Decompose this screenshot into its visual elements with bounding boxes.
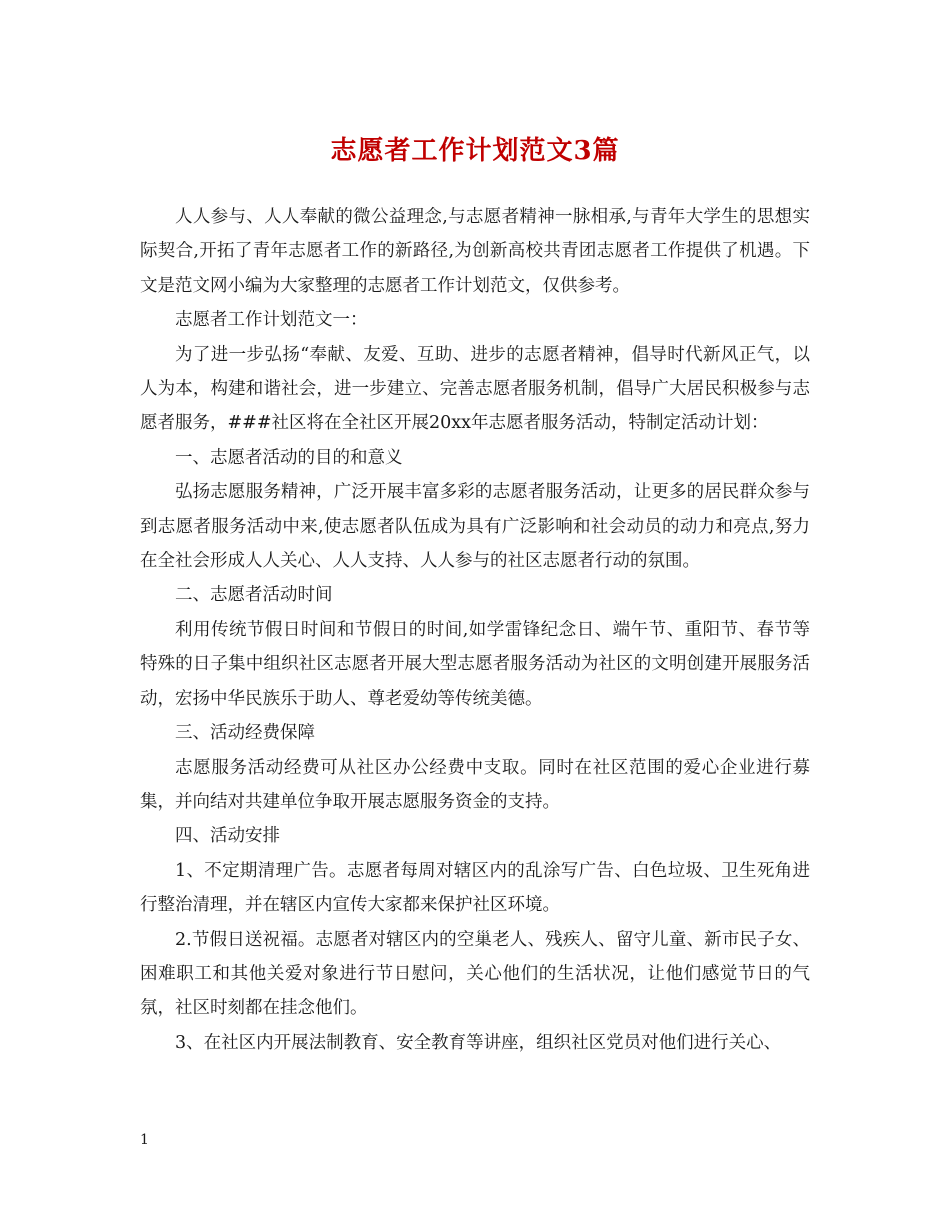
section-heading: 二、志愿者活动时间: [175, 585, 333, 606]
body-paragraph: 为了进一步弘扬“奉献、友爱、互助、进步的志愿者精神，倡导时代新风正气，以人为本，构建和谐社会，进一步建立、完善志愿者服务机制，倡导广大居民积极参与志愿者服务，###社区将在全社区开展20xx年志愿者服务活动，特制定活动计划：: [140, 344, 810, 434]
body-paragraph: 利用传统节假日时间和节假日的时间,如学雷锋纪念日、端午节、重阳节、春节等特殊的日子集中组织社区志愿者开展大型志愿者服务活动为社区的文明创建开展服务活动，宏扬中华民族乐于助人、尊老爱幼等传统美德。: [140, 619, 810, 709]
section-heading-sample-one: 志愿者工作计划范文一：: [175, 310, 368, 331]
body-paragraph: 弘扬志愿服务精神，广泛开展丰富多彩的志愿者服务活动，让更多的居民群众参与到志愿者服务活动中来,使志愿者队伍成为具有广泛影响和社会动员的动力和亮点,努力在全社会形成人人关心、人人支持、人人参与的社区志愿者行动的氛围。: [140, 482, 810, 572]
list-item: 2.节假日送祝福。志愿者对辖区内的空巢老人、残疾人、留守儿童、新市民子女、困难职工和其他关爱对象进行节日慰问，关心他们的生活状况，让他们感觉节日的气氛，社区时刻都在挂念他们。: [140, 929, 810, 1019]
section-heading: 四、活动安排: [175, 826, 280, 847]
list-item: 1、不定期清理广告。志愿者每周对辖区内的乱涂写广告、白色垃圾、卫生死角进行整治清理，并在辖区内宣传大家都来保护社区环境。: [140, 860, 810, 916]
document-title: 志愿者工作计划范文3篇: [330, 136, 620, 166]
document-body: [140, 200, 810, 1060]
body-paragraph: 志愿服务活动经费可从社区办公经费中支取。同时在社区范围的爱心企业进行募集，并向结对共建单位争取开展志愿服务资金的支持。: [140, 757, 810, 812]
intro-paragraph: 人人参与、人人奉献的微公益理念,与志愿者精神一脉相承,与青年大学生的思想实际契合,开拓了青年志愿者工作的新路径,为创新高校共青团志愿者工作提供了机遇。下文是范文网小编为大家整理的志愿者工作计划范文，仅供参考。: [140, 207, 810, 296]
page-number: 1: [140, 1132, 149, 1148]
section-heading: 一、志愿者活动的目的和意义: [175, 447, 403, 468]
section-heading: 三、活动经费保障: [175, 723, 315, 744]
list-item: 3、在社区内开展法制教育、安全教育等讲座，组织社区党员对他们进行关心、: [175, 1032, 782, 1053]
